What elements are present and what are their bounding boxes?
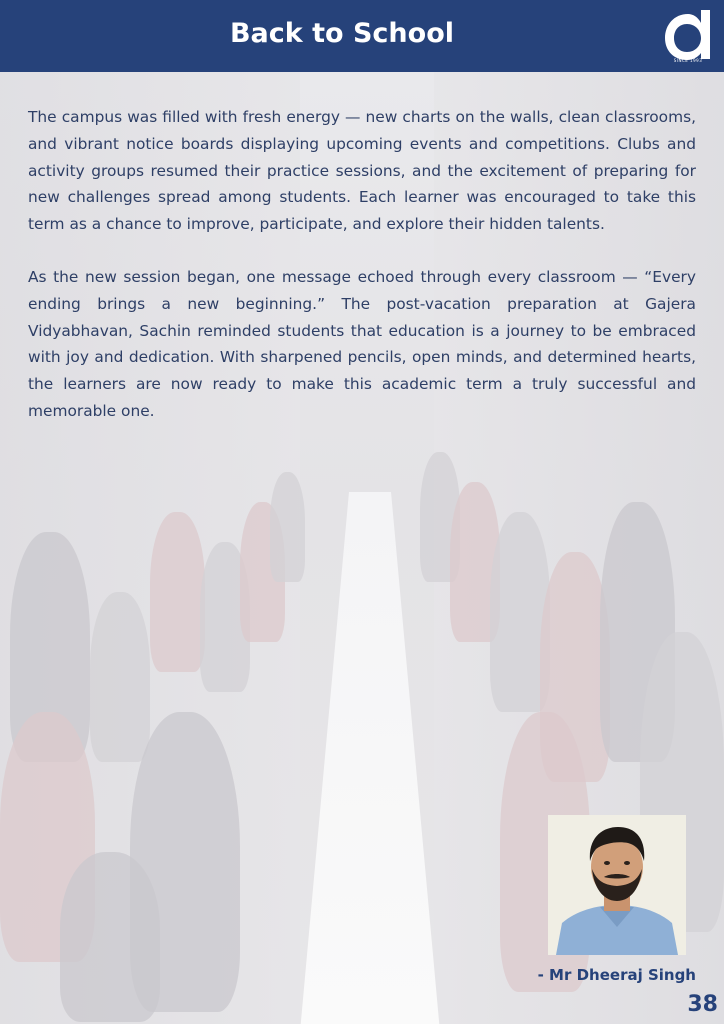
author-portrait-icon bbox=[548, 815, 686, 955]
author-photo bbox=[548, 815, 686, 955]
article-body bbox=[28, 104, 696, 451]
student-figure bbox=[60, 852, 160, 1022]
author-name: - Mr Dheeraj Singh bbox=[537, 966, 696, 984]
article-paragraph: As the new session began, one message echoed through every classroom — “Every ending brings a new beginning.” The post-vacation preparation at Gajera Vidyabhavan, Sachin reminded students that education is a journey to be embraced with joy and dedication. With sharpened pencils, open minds, and determined hearts, the learners are now ready to make this academic term a truly successful and memorable one. bbox=[28, 267, 696, 420]
page-number: 38 bbox=[687, 992, 718, 1017]
logo-since-text: SINCE 1993 bbox=[673, 58, 703, 63]
article-paragraph: The campus was filled with fresh energy — new charts on the walls, clean classrooms, and vibrant notice boards displaying upcoming events and competitions. Clubs and activity groups resumed their practice sessions, and the excitement of preparing for new challenges spread among students. Each learner was encouraged to take this term as a chance to improve, participate, and explore their hidden talents. bbox=[28, 108, 696, 234]
page-title: Back to School bbox=[229, 18, 455, 49]
corridor-floor bbox=[300, 492, 440, 1024]
page-header bbox=[0, 0, 724, 72]
student-figure bbox=[150, 512, 205, 672]
student-figure bbox=[270, 472, 305, 582]
student-figure bbox=[90, 592, 150, 762]
